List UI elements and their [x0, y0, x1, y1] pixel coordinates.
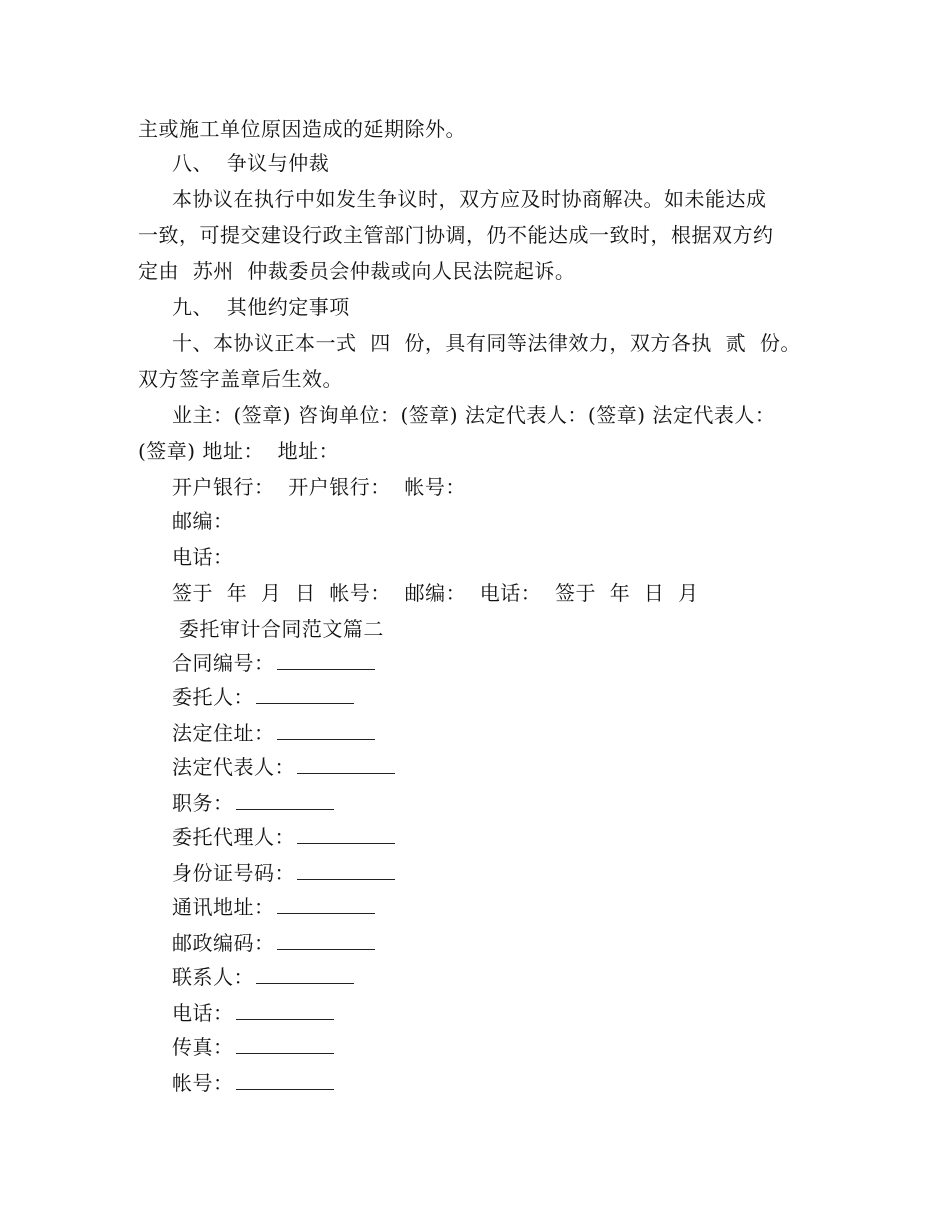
fill-blank	[236, 791, 334, 810]
fill-blank	[236, 1035, 334, 1054]
section-title-contract-two: 委托审计合同范文篇二	[172, 617, 384, 641]
paragraph-line: 本协议在执行中如发生争议时，双方应及时协商解决。如未能达成	[172, 187, 767, 211]
paragraph-line: 一致，可提交建设行政主管部门协调，仍不能达成一致时，根据双方约	[138, 223, 774, 247]
form-field-fax	[172, 1030, 334, 1064]
fill-blank	[277, 651, 375, 670]
form-field-mailing-address	[172, 890, 375, 924]
field-label: 帐号：	[172, 1071, 234, 1095]
field-label: 邮政编码：	[172, 931, 275, 955]
field-label: 传真：	[172, 1035, 234, 1059]
field-label: 法定住址：	[172, 721, 275, 745]
paragraph-line: 主或施工单位原因造成的延期除外。	[138, 117, 466, 141]
form-field-contact	[172, 960, 354, 994]
postcode-line: 邮编：	[172, 509, 234, 533]
fill-blank	[297, 825, 395, 844]
section-heading-other: 九、 其他约定事项	[172, 295, 350, 319]
field-label: 合同编号：	[172, 651, 275, 675]
fill-blank	[297, 755, 395, 774]
fill-blank	[297, 861, 395, 880]
form-field-legal-representative	[172, 750, 395, 784]
paragraph-line: 十、本协议正本一式 四 份，具有同等法律效力，双方各执 贰 份。	[172, 331, 801, 355]
field-label: 联系人：	[172, 965, 254, 989]
fill-blank	[256, 685, 354, 704]
form-field-phone	[172, 996, 334, 1030]
fill-blank	[277, 721, 375, 740]
section-heading-dispute: 八、 争议与仲裁	[172, 151, 330, 175]
paragraph-line: 双方签字盖章后生效。	[138, 367, 343, 391]
signature-line: (签章) 地址： 地址：	[138, 439, 340, 463]
field-label: 委托代理人：	[172, 825, 295, 849]
form-field-legal-address	[172, 716, 375, 750]
field-label: 电话：	[172, 1001, 234, 1025]
field-label: 通讯地址：	[172, 895, 275, 919]
fill-blank	[236, 1001, 334, 1020]
bank-line: 开户银行： 开户银行： 帐号：	[172, 475, 466, 499]
fill-blank	[236, 1071, 334, 1090]
field-label: 身份证号码：	[172, 861, 295, 885]
signature-line: 业主：(签章) 咨询单位：(签章) 法定代表人：(签章) 法定代表人：	[172, 403, 776, 427]
fill-blank	[277, 895, 375, 914]
form-field-contract-number	[172, 646, 375, 680]
phone-line: 电话：	[172, 545, 234, 569]
field-label: 法定代表人：	[172, 755, 295, 779]
field-label: 职务：	[172, 791, 234, 815]
form-field-agent	[172, 820, 395, 854]
fill-blank	[277, 931, 375, 950]
form-field-position	[172, 786, 334, 820]
date-line: 签于 年 月 日 帐号： 邮编： 电话： 签于 年 日 月	[172, 581, 699, 605]
form-field-account	[172, 1066, 334, 1100]
form-field-id-number	[172, 856, 395, 890]
field-label: 委托人：	[172, 685, 254, 709]
fill-blank	[256, 965, 354, 984]
form-field-postal-code	[172, 926, 375, 960]
form-field-client	[172, 680, 354, 714]
paragraph-line: 定由 苏州 仲裁委员会仲裁或向人民法院起诉。	[138, 259, 576, 283]
